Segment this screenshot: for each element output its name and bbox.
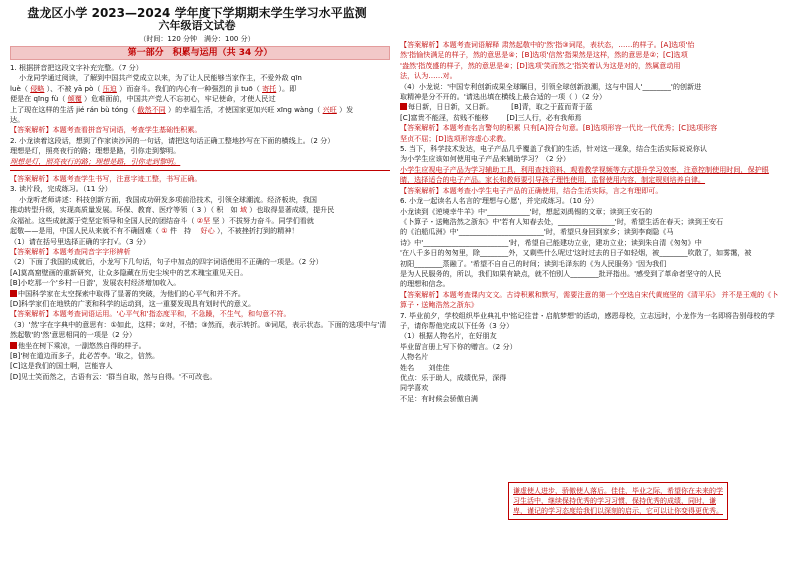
divider bbox=[10, 170, 390, 171]
q7-sub: 毕业留言册上写下你的赠言。（2 分） bbox=[400, 341, 517, 351]
q6-text: 的《泊船瓜洲》中'________________________'时，希望只身回到家乡；读到李商隐《马 bbox=[400, 227, 674, 237]
q6-text: 初阳________蒸融了。'希望不自自己的时间；读到毛泽东的《为人民服务》'因为我们 bbox=[400, 258, 667, 268]
q6-text: 的理想和信念。 bbox=[400, 279, 450, 289]
q4-text: （4）小龙说：'中国专利创新成果全球瞩目，引领全球创新浪潮，这与中国人'________'的创新进 bbox=[400, 81, 702, 91]
exam-title: 盘龙区小学 2023—2024 学年度下学期期末学生学习水平监测 bbox=[27, 6, 367, 20]
answer-analysis: 【答案解析】本题考查课内文文。古诗积累和默写，需要注意的第一个空选自宋代黄庭坚的《清平乐》 并不是王观的《卜算子・送鲍浩然之浙东》 bbox=[400, 289, 779, 310]
option-d: [D]见士笑而然之，古语有云：'群当自取，然与自得。'不可改也。 bbox=[10, 371, 217, 381]
q5-text: 为小学生应该如何使用电子产品来辅助学习？（2 分） bbox=[400, 154, 570, 164]
filled-answer-box bbox=[400, 103, 407, 110]
option-b: [B]小吃那一个'乡村一日游'，发展农村经济增加收入。 bbox=[10, 278, 181, 288]
profile-name: 姓名 刘佳佳 bbox=[400, 362, 450, 372]
q5-text: 5. 当下，科学技术发达，电子产品几乎覆盖了我们的生活，针对这一现象，结合生活实际说说你认 bbox=[400, 144, 707, 154]
option-c: 中国科学家在太空探索中取得了显著的突破，为他们的心平气和并不齐。 bbox=[10, 289, 390, 299]
q3-passage: 众福祉。这些成就源于党坚定领导和全国人民的团结奋斗（ ②坚 坚 ）不拔努力奋斗。同学们看就 bbox=[10, 215, 314, 225]
exam-meta: （时间：120 分钟 满分：100 分） bbox=[139, 35, 255, 43]
answer-analysis: 【答案解析】本题考查词语解释 肃然起敬中的'然'指③词尾，表状态，……的样子。[A]选项'怡 bbox=[400, 40, 695, 49]
q1-text: 小龙同学通过阅读，了解到中国共产党成立以来，为了让人民能够当家作主，不爱外敌 qīn bbox=[19, 73, 302, 83]
q6-text: 是为人民服务的，所以，我们如果有缺点，就不怕别人________批评指出。'感受到了革命者坚守的人民 bbox=[400, 268, 722, 278]
q3-passage: 推动转型升级，实现高质量发展。环保、教育、医疗等领（ 3 ）（ 积 如 域 ）也取得显著成绩，提升民 bbox=[10, 205, 335, 215]
q6-text: 《卜算子・送鲍浩然之浙东》中'若有人知春去处，________________'时，希望生活在春天；读到王安石 bbox=[400, 216, 724, 226]
option-a: [A]莫高窟壁画的重新研究，让众多隐藏在历史尘埃中的艺术瑰宝重见天日。 bbox=[10, 267, 248, 277]
q3-sub-2: （2）下面了我国的成就后，小龙写下几句话，句子中加点的四字词语使用不正确的一项是。（2 分） bbox=[10, 257, 323, 267]
q6-text: '在八千多日的匆匆里，除________外，又剩些什么呢过'这时过去的日子如轻烟，被________吹散了，如雾霭，被 bbox=[400, 248, 752, 258]
q3-passage: 起敬——是用，中国人民从来就不有不确固难（ ① 件 持 好心 ），不被挫折打到的精神！ bbox=[10, 226, 299, 236]
answer-analysis: 然'指愉快满足的样子，然的意思是④；[B]选项'信然'指果然是这样，然的意思是②；[C]选项 bbox=[400, 50, 688, 60]
q3-passage: 小龙听老师讲述：科技创新方面，我国成功研发多项前沿技术，引领全球潮流。经济板块，我国 bbox=[19, 194, 317, 204]
answer-text: 截然不同 bbox=[137, 104, 166, 114]
q7-heading: 7. 毕业前夕，学校组织毕业典礼中'铭记往昔・启航梦想'的活动，感恩母校，立志远时，小龙作为一名即将告别母校的学子，请你帮他完成以下任务（3 分） bbox=[400, 310, 775, 330]
answer-analysis: 【答案解析】本题考查小学生电子产品的正确使用，结合生活实际，言之有理即可。 bbox=[400, 185, 663, 195]
option-d: [D]科学家们在地铁的广袤和科学的运动到，这一重要发现具有划时代的意义。 bbox=[10, 298, 256, 308]
q2-handwritten-answer: 理想是灯，照亮夜行的路；理想是路，引你走到黎明。 bbox=[10, 156, 181, 166]
profile-weakness: 不足：有时候会骄傲自满 bbox=[400, 393, 479, 403]
q1-text: 便是在 qīng fù（ 倾覆 ）危难面前，中国共产党人不忘初心，牢记使命，才使人民过 bbox=[10, 94, 276, 104]
q7-sub: （1）根据人物名片，在好朋友 bbox=[400, 331, 497, 341]
answer-analysis: 【答案解析】本题考查名言警句的积累 只有[A]符合句意。[B]选项形容一代比一代优秀；[C]选项形容 bbox=[400, 123, 718, 133]
q5-answer: 小学生应视电子产品为学习辅助工具，利用查找资料、观看教学视频等方式提升学习效率，注意控制使用时间，保护眼睛，选择适合的电子产品。家长和教师要引导孩子理性使用，监督使用内容，制定规则培养自律。 bbox=[400, 164, 769, 185]
answer-analysis: 【答案解析】本题考查看拼音写词语，考查学生基础性积累。 bbox=[10, 125, 202, 135]
q3-sub-1: （1）请在括号里选择正确的字打√。（3 分） bbox=[10, 236, 150, 246]
left-column bbox=[10, 44, 390, 382]
filled-answer-box bbox=[10, 290, 17, 297]
answer-analysis: 【答案解析】本题考查词语运用。'心平气和'指态度平和，不急躁，不生气，和句意不符。 bbox=[10, 309, 291, 319]
option-a: 他坐在树下乘凉，一副悠然自得的样子。 bbox=[10, 341, 390, 351]
filled-answer-box bbox=[10, 342, 17, 349]
q4-options: 每日新，日日新，又日新。 [B]青，取之于蓝而青于蓝 bbox=[400, 102, 780, 112]
q1-text: luè（ 侵略 ）、不被 yā pò（ 压迫 ）而奋斗。我们的内心有一种强烈的 jì tuō（ 寄托 ）。即 bbox=[10, 83, 297, 93]
q3-sub-3: （3）'然'字在字典中的意思有：①如此，这样；②对，不错；③然而，表示转折。⑤词尾，表示状态。下面的选项中与'清然起敬'的'然'意思相同的一项是（2 分） bbox=[10, 319, 387, 340]
answer-analysis: 【答案解析】本题考查学生书写，注意字迹工整，书写正确。 bbox=[10, 174, 202, 184]
profile-strength: 优点：乐于助人，成绩优异，深得同学喜欢 bbox=[400, 373, 507, 393]
answer-text: 倾覆 bbox=[67, 94, 82, 104]
q6-heading: 6. 小龙一起读名人名言的'理想与心愿'，并完成练习。（10 分） bbox=[400, 196, 598, 206]
question-1-heading: 1. 根据拼音把这段文字补充完整。（7 分） bbox=[10, 63, 143, 72]
farewell-message-box: 谦虚使人进步，骄傲使人落后。佳佳，毕业之际，希望你在未来的学习生活中，继续保持优秀的学习习惯，保持优秀的成绩，同时，谦卑，谨记的学习态度给我们以深刻的启示，它可以让你变得更优秀。 bbox=[508, 482, 728, 520]
question-3-heading: 3. 读片段，完成练习。（11 分） bbox=[10, 184, 112, 194]
q6-text: 小龙读到《逆境幸牛羊》中'____________'时，想起刘禹锡的文章；读到王安石的 bbox=[400, 206, 653, 216]
exam-subtitle: 六年级语文试卷 bbox=[158, 19, 236, 32]
profile-card bbox=[400, 352, 510, 404]
answer-text: 寄托 bbox=[262, 83, 277, 93]
answer-analysis: '盎然'指茂盛的样子，然的意思是④；[D]选项'笑而然之'指笑着认为这是对的，然属意动用 bbox=[400, 60, 681, 70]
answer-analysis: 【答案解析】本题考查同音字字形辨析 bbox=[10, 246, 131, 256]
option-b: [B]'树在道边而多子，此必苦李。'取之，信然。 bbox=[10, 350, 160, 360]
answer-analysis: 坚贞不屈；[D]选项形容虚心求教。 bbox=[400, 133, 511, 143]
q6-text: 诗》中'________________________'时，希望自己能建功立业，建功立业；读到朱自清《匆匆》中 bbox=[400, 237, 702, 247]
section-heading: 第一部分 积累与运用（共 34 分） bbox=[10, 46, 390, 60]
answer-text: 压迫 bbox=[102, 83, 117, 93]
q4-text: 取精神是分不开的。'请选出填在横线上最合适的一项（ ）（2 分） bbox=[400, 92, 607, 102]
answer-text: 兴旺 bbox=[322, 104, 337, 114]
right-column bbox=[400, 40, 780, 404]
profile-card-title: 人物名片 bbox=[400, 352, 429, 362]
q1-text: 上了现在这样的生活 jié rán bù tóng（ 截然不同 ）的幸福生活，才使国家更加兴旺 xīng wàng（ 兴旺 ）发 bbox=[10, 104, 354, 114]
q1-text: 达。 bbox=[10, 115, 25, 125]
answer-text: 侵略 bbox=[30, 83, 45, 93]
q2-quote: 理想是灯，照亮夜行的路；理想是路，引你走到黎明。 bbox=[10, 146, 181, 156]
option-c: [C]这是我们的国土啊，岂能容人 bbox=[10, 361, 113, 371]
question-2-heading: 2. 小龙读着这段话，想到了作家读沙河的一句话，请把这句话正确工整地抄写在下面的横线上。（2 分） bbox=[10, 135, 335, 145]
answer-analysis: 法，认为……对。 bbox=[400, 71, 457, 81]
q4-options: [C]富贵不能淫，贫贱不能移 [D]三人行，必有我师焉 bbox=[400, 112, 582, 122]
